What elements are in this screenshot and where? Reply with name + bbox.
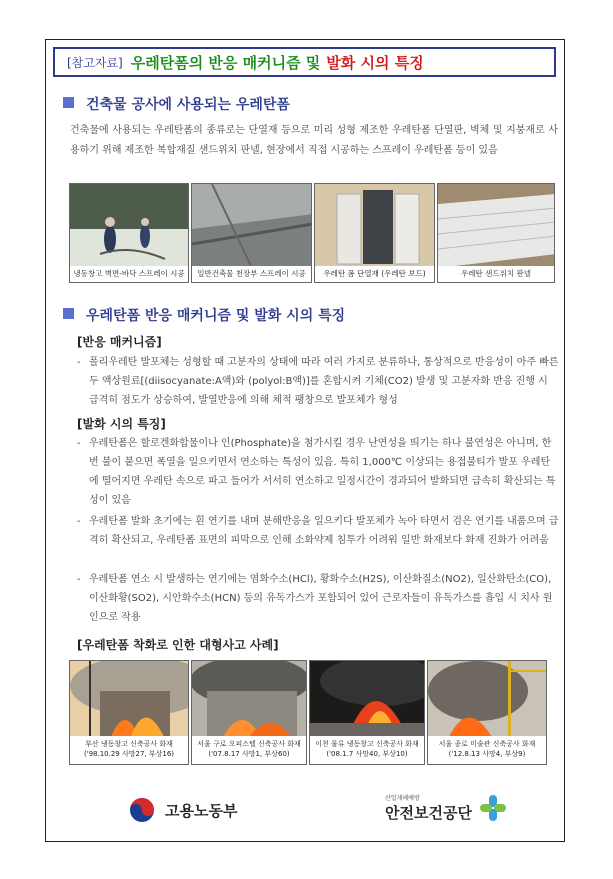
fire-illustration: [192, 661, 307, 739]
fire-illustration: [428, 661, 547, 739]
dash-bullet: -: [77, 438, 81, 449]
dash-bullet: -: [77, 574, 81, 585]
board-illustration: [315, 184, 435, 268]
dash-bullet: -: [77, 516, 81, 527]
section1-title: 건축물 공사에 사용되는 우레탄폼: [86, 97, 290, 113]
fire-caption-line2: ('08.1.7 사망40, 부상10): [326, 750, 408, 758]
fire-caption: [310, 736, 424, 764]
photo-caption: 일반건축물 천장부 스프레이 시공: [192, 266, 311, 282]
mechanism-item: [77, 353, 559, 410]
square-bullet-icon: [63, 97, 78, 112]
ceiling-illustration: [192, 184, 312, 268]
photo-fire-icheon: [309, 660, 425, 765]
fire-caption: [192, 736, 306, 764]
photo-freezer-spray: [69, 183, 189, 283]
ignition-text-1: 우레탄폼은 할로겐화합물이나 인(Phosphate)을 첨가시킬 경우 난연성을 띄기는 하나 불연성은 아니며, 한번 불이 붙으면 폭열을 일으키면서 연소하는 특성이 있음. 특히 1,000℃ 이상되는 용접불티가 발포 우레탄에 떨어지면 우레탄 속으로 파고 들어가 서서히 연소하고 일정시간이 경과되어 발화되면 급속히 확산되는 특성이 있음: [89, 438, 556, 506]
title-highlight: 발화 시의 특징: [326, 53, 424, 72]
ignition-item-3: [77, 570, 559, 627]
photo-caption: 냉동창고 벽면-바닥 스프레이 시공: [70, 266, 188, 282]
section2-heading: [63, 305, 345, 325]
section1-body: 건축물에 사용되는 우레탄폼의 종류로는 단열재 등으로 미리 성형 제조한 우레탄폼 단열판, 벽체 및 지붕재로 사용하기 위해 제조한 복합재질 샌드위치 판넬, 현장에서 직접 시공하는 스프레이 우레탄폼 등이 있음: [70, 125, 558, 156]
photo-caption: 우레탄 샌드위치 판넬: [438, 266, 554, 282]
fire-caption-line1: 서울 종로 미술관 신축공사 화재: [438, 740, 536, 748]
dash-bullet: -: [77, 357, 81, 368]
photo-fire-guro: [191, 660, 307, 765]
square-bullet-icon: [63, 308, 78, 323]
title-bar: [53, 47, 556, 77]
fire-illustration: [70, 661, 189, 739]
workers-illustration: [70, 184, 189, 268]
section1-heading: [63, 94, 290, 114]
photo-sandwich-panel: [437, 183, 555, 283]
accidents-heading: [우레탄폼 착화로 인한 대형사고 사례]: [77, 638, 279, 652]
fire-caption: [70, 736, 188, 764]
ignition-item-1: [77, 434, 559, 510]
fire-caption-line1: 서울 구로 오피스텔 신축공사 화재: [197, 740, 301, 748]
kosha-cross-icon: [478, 793, 508, 823]
fire-illustration: [310, 661, 425, 739]
kosha-label: 안전보건공단: [385, 804, 472, 822]
moel-logo: [127, 795, 237, 825]
ignition-text-2: 우레탄폼 발화 초기에는 흰 연기를 내며 분해반응을 일으키다 발포체가 녹아 타면서 검은 연기를 내품으며 급격히 확산되고, 우레탄폼 표면의 피막으로 인해 소화약제 침투가 어려워 일반 화재보다 화재 진화가 어려움: [89, 516, 559, 546]
fire-caption-line1: 부산 냉동창고 신축공사 화재: [85, 740, 173, 748]
ignition-item-2: [77, 512, 559, 550]
photo-ceiling-spray: [191, 183, 312, 283]
ignition-text-3: 우레탄폼 연소 시 발생하는 연기에는 염화수소(HCl), 황화수소(H2S), 이산화질소(NO2), 일산화탄소(CO), 이산화황(SO2), 시안화수소(HCN) 등의 유독가스가 포함되어 있어 근로자들이 유독가스를 흡입 시 치사 원인으로 작용: [89, 574, 553, 623]
ignition-heading: [발화 시의 특징]: [77, 417, 166, 431]
fire-caption: [428, 736, 546, 764]
photo-caption: 우레탄 폼 단열재 (우레탄 보드): [315, 266, 434, 282]
section2-title: 우레탄폼 반응 매커니즘 및 발화 시의 특징: [86, 308, 346, 324]
panel-illustration: [438, 184, 555, 268]
fire-caption-line1: 이천 물류 냉동창고 신축공사 화재: [315, 740, 419, 748]
photo-fire-jongno: [427, 660, 547, 765]
photo-fire-busan: [69, 660, 189, 765]
kosha-subtitle: 산업재해예방: [385, 795, 420, 802]
photo-urethane-board: [314, 183, 435, 283]
title-tag: [참고자료]: [67, 55, 123, 70]
taegeuk-icon: [127, 795, 157, 825]
kosha-logo: [385, 793, 508, 823]
moel-label: 고용노동부: [165, 801, 238, 820]
mechanism-text: 폴리우레탄 발포체는 성형할 때 고분자의 상태에 따라 여러 가지로 분류하나, 통상적으로 반응성이 아주 빠른 두 액상원료[(diisocyanate:A액)와 (polyol:B액)]를 혼합시켜 기체(CO2) 발생 및 고분자화 반응 진행 시 급격히 점도가 상승하여, 발열반응에 의해 체적 팽창으로 발포체가 형성: [89, 357, 559, 406]
fire-caption-line2: ('12.8.13 사망4, 부상9): [448, 750, 526, 758]
title-main: 우레탄폼의 반응 매커니즘 및: [130, 53, 321, 72]
fire-caption-line2: ('07.8.17 사망1, 부상60): [208, 750, 290, 758]
fire-caption-line2: ('98.10.29 사망27, 부상16): [83, 750, 175, 758]
mechanism-heading: [반응 매커니즘]: [77, 335, 162, 349]
